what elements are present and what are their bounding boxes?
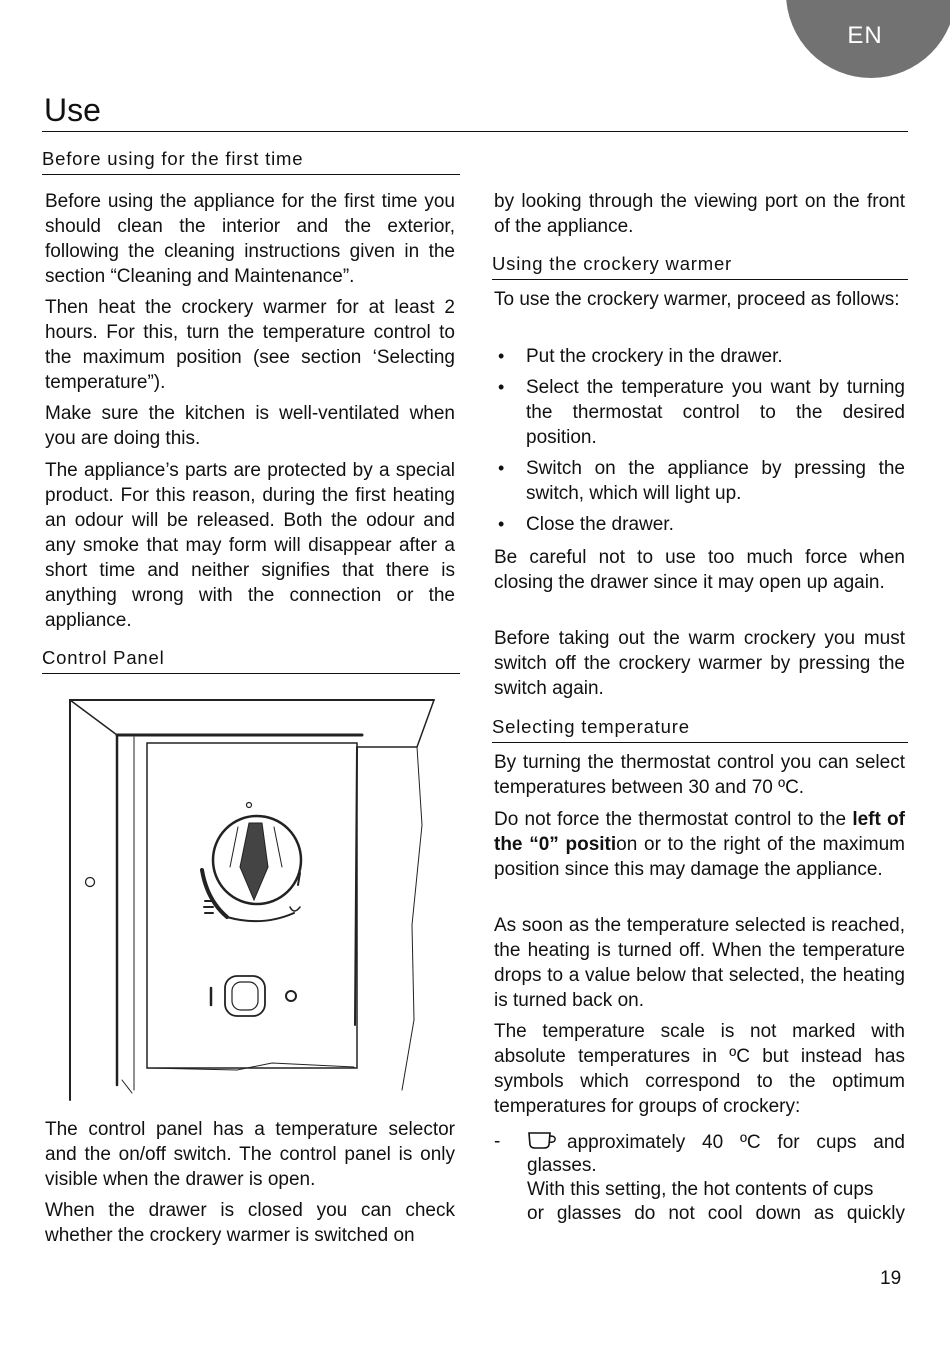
list-item: • Select the temperature you want by turning the thermostat control to the desired position. [494,375,905,450]
paragraph: The appliance’s parts are protected by a special product. For this reason, during the first heating an odour will be released. Both the odour and any smoke that may form will disappear after a short time and neither signifies that there is anything wrong with the connection or the appliance. [45,460,455,631]
paragraph: Then heat the crockery warmer for at least 2 hours. For this, turn the temperature control to the maximum position (see section ‘Selecting temperature”). [45,297,455,393]
cup-icon [527,1130,559,1157]
paragraph: To use the crockery warmer, proceed as follows: [494,289,900,310]
list-item-line: or glasses do not cool down as quickly [527,1203,905,1224]
section-heading-control-panel: Control Panel [42,647,460,674]
text-run: approximately 40 ºC for cups and [567,1132,905,1153]
section-heading-selecting: Selecting temperature [492,716,908,743]
paragraph [494,807,905,882]
list-item-line [527,1130,905,1157]
bullet-list [494,344,905,543]
title-divider [42,131,908,132]
paragraph: Before using the appliance for the first time you should clean the interior and the exterior, following the cleaning instructions given in the section “Cleaning and Maintenance”. [45,191,455,287]
paragraph: by looking through the viewing port on the front of the appliance. [494,191,905,237]
section-heading-using: Using the crockery warmer [492,253,908,280]
list-item-line: With this setting, the hot contents of cups [527,1179,874,1200]
switch-on-mark: I [211,1000,212,1001]
paragraph: Before taking out the warm crockery you must switch off the crockery warmer by pressing the switch again. [494,628,905,699]
text-run: Do not force the thermostat control to the [494,809,853,830]
bold-text-run: left of the “0” positi [494,809,905,855]
switch-off-mark: O [291,1000,292,1001]
list-item-line: glasses. [527,1155,597,1176]
paragraph: By turning the thermostat control you can select temperatures between 30 and 70 ºC. [494,752,905,798]
page-title: Use [44,92,101,128]
paragraph: When the drawer is closed you can check whether the crockery warmer is switched on [45,1200,455,1246]
list-dash: - [494,1131,501,1152]
paragraph: As soon as the temperature selected is reached, the heating is turned off. When the temperature drops to a value below that selected, the heating is turned back on. [494,915,905,1011]
paragraph: Make sure the kitchen is well-ventilated when you are doing this. [45,403,455,449]
section-heading-first-time: Before using for the first time [42,148,460,175]
list-item: • Switch on the appliance by pressing the switch, which will light up. [494,456,905,506]
text-run: on or to the right of the maximum position since this may damage the appliance. [494,834,905,880]
paragraph: Be careful not to use too much force when closing the drawer since it may open up again. [494,547,905,593]
paragraph: The control panel has a temperature selector and the on/off switch. The control panel is only visible when the drawer is open. [45,1119,455,1190]
page-number: 19 [880,1268,902,1289]
control-panel-illustration [62,695,442,1105]
knob-zero-mark: 0 [249,808,250,809]
paragraph: The temperature scale is not marked with absolute temperatures in ºC but instead has symbols which correspond to the optimum temperatures for groups of crockery: [494,1021,905,1117]
list-item: • Put the crockery in the drawer. [494,344,905,369]
list-item: • Close the drawer. [494,512,905,537]
language-label: EN [847,22,883,49]
